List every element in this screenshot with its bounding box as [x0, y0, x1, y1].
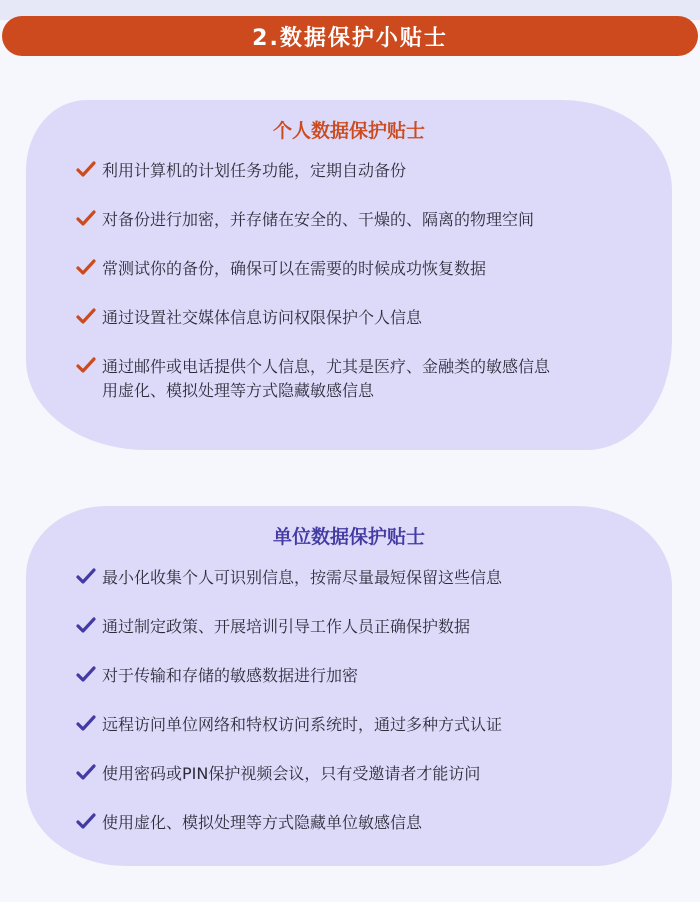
organization-tip-item: [76, 762, 636, 786]
organization-tip-text: 使用密码或PIN保护视频会议，只有受邀请者才能访问: [102, 764, 481, 783]
personal-tip-item: [76, 159, 636, 183]
personal-tip-text: 常测试你的备份，确保可以在需要的时候成功恢复数据: [102, 259, 487, 278]
check-icon: [76, 811, 96, 831]
personal-tips-card: [26, 100, 672, 450]
personal-tip-text: 对备份进行加密，并存储在安全的、干燥的、隔离的物理空间: [102, 210, 535, 229]
organization-tip-text: 使用虚化、模拟处理等方式隐藏单位敏感信息: [102, 813, 423, 832]
personal-tip-line: 通过邮件或电话提供个人信息，尤其是医疗、金融类的敏感信息: [102, 357, 551, 376]
check-icon: [76, 713, 96, 733]
personal-tip-item: [76, 257, 636, 281]
check-icon: [76, 566, 96, 586]
organization-tip-item: [76, 615, 636, 639]
check-icon: [76, 664, 96, 684]
personal-tip-item: [76, 208, 636, 232]
personal-tip-text: 通过设置社交媒体信息访问权限保护个人信息: [102, 308, 423, 327]
check-icon: [76, 159, 96, 179]
personal-tip-text: 利用计算机的计划任务功能，定期自动备份: [102, 161, 407, 180]
organization-tip-item: [76, 664, 636, 688]
organization-tip-item: [76, 713, 636, 737]
check-icon: [76, 208, 96, 228]
organization-tip-text: 对于传输和存储的敏感数据进行加密: [102, 666, 359, 685]
organization-tip-text: 通过制定政策、开展培训引导工作人员正确保护数据: [102, 617, 471, 636]
section-header-banner: [2, 16, 698, 56]
personal-tip-item: [76, 355, 636, 403]
personal-tip-text: [102, 355, 550, 403]
organization-tip-text: 远程访问单位网络和特权访问系统时，通过多种方式认证: [102, 715, 503, 734]
organization-tip-text: 最小化收集个人可识别信息，按需尽量最短保留这些信息: [102, 568, 503, 587]
check-icon: [76, 306, 96, 326]
organization-tip-item: [76, 566, 636, 590]
organization-tip-item: [76, 811, 636, 835]
personal-tip-line: 用虚化、模拟处理等方式隐藏敏感信息: [102, 381, 375, 400]
section-title: 2.数据保护小贴士: [252, 25, 448, 51]
check-icon: [76, 762, 96, 782]
check-icon: [76, 355, 96, 375]
check-icon: [76, 257, 96, 277]
organization-tips-title: 单位数据保护贴士: [272, 526, 425, 548]
organization-tips-card: [26, 506, 672, 866]
personal-tips-title: 个人数据保护贴士: [272, 120, 425, 142]
check-icon: [76, 615, 96, 635]
personal-tip-item: [76, 306, 636, 330]
